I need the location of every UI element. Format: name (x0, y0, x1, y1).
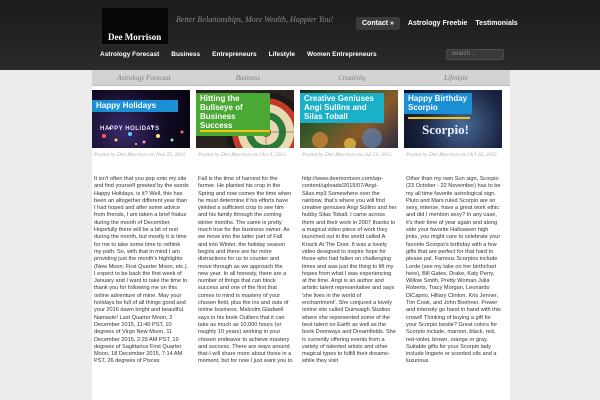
category-astrology-forecast[interactable]: Astrology Forecast (117, 74, 171, 82)
category-creativity[interactable]: Creativity (338, 74, 366, 82)
category-lifestyle[interactable]: Lifestyle (444, 74, 468, 82)
category-bar (92, 70, 510, 86)
post-thumbnail[interactable] (404, 90, 502, 148)
post-excerpt: Other than my own Sun sign, Scorpio (23 October - 22 November) has to be my all time favorite astrological sign. Pluto and Mars ruled Scorpio are so sexy, intense, have a great work ethic and did I mention sexy? In any case, it's their time of year again and along side your favorite Halloween high jinks, you might care to celebrate your favorite Scorpio's birthday with a few gifts that are perfect for that hard to please pal. Famous Scorpios include Lorde (see my take on her birthchart here), Bill Gates, Drake, Katy Perry, Willow Smith, Pretty Woman Julia Roberts, Tracy Morgan, Leonardo DiCaprio, Hillary Clinton, Kris Jenner, Tim Cook, and John Boehner. Power and intensity go hand in hand with this crowd! Thinking of buying a gift for your Scorpio bestie? Great colors for Scorpio include, maroon, black, red, red-violet, brown, orange or gray. Suitable gifts for your Scorpio lady include lingerie or scented oils and a luxurious (406, 176, 501, 365)
thumb-caption: HAPPY HOLIDAYS (100, 126, 160, 132)
post-meta: Posted by Dee Morrison on Jul 23, 2015 (302, 152, 392, 158)
post-title[interactable]: Happy Birthday Scorpio (404, 93, 472, 114)
post-excerpt: http://www.deemorrison.com/wp-content/uploads/2015/07/Angi-Silas.mp3 Somewhere over the rainbow, that's where you will find creative geniuses Angi Sullins and her hubby Silas Toball. I came across them and their work in 2007 thanks to a magical video piece of work they launched out in the world called A Knock At The Door. It was a lovely video designed to inspire hope for those who had fallen on challenging times and was just the thing to lift my hopes from what I was experiencing at the time. Angi is an author and artistic talent representative and says 'she lives in the world of enchantment'. She conjured a lovely online site called Duirwaigh Studios where she represented some of the best talent on Earth as well as the book Doorways and Dreamfields. She is currently offering events from a variety of talented artists and other magical types to fulfill their dreams-while they visit (302, 176, 397, 365)
post-thumbnail[interactable] (92, 90, 190, 148)
testimonials-link[interactable]: Testimonials (475, 20, 518, 27)
tagline: Better Relationships, More Wealth, Happier You! (176, 15, 334, 24)
nav-entrepreneurs[interactable]: Entrepreneurs (212, 50, 257, 58)
post-card-bullseye (196, 90, 294, 400)
holiday-lights-image (92, 90, 190, 148)
astrology-freebie-link[interactable]: Astrology Freebie (407, 20, 468, 27)
post-excerpt: Fall is the time of harvest for the farmer. He planted his crop in the Spring and now comes the time when he must determine if his efforts have yielded a sufficient crop to see him and his family through the coming winter months. The same is pretty much true for the business owner. As we move into the latter part of Fall and into Winter, the holiday season begins and there are far more distractions for us to counter and move through as we approach the new year. In all honesty, there are a number of things that can block success and one of the first that comes to mind is mastery of your chosen field, plus the ins and outs of online business. Malcolm Gladwell says in his book Outliers that it can take as much as 10,000 hours (or roughly 10 years) working in your chosen endeavor to achieve mastery and success. There are ways around that-I will share more about those in a moment, but for now I just want you to (198, 176, 293, 365)
post-card-happy-birthday-scorpio (404, 90, 502, 400)
top-links (356, 17, 526, 30)
title-underline (200, 130, 270, 132)
nav-business[interactable]: Business (171, 50, 201, 58)
post-title[interactable]: Happy Holidays (92, 100, 178, 112)
search-input[interactable]: search... (446, 49, 504, 60)
title-underline (408, 117, 470, 119)
post-meta: Posted by Dee Morrison on Nov 25, 2015 (94, 152, 186, 158)
site-name[interactable]: Dee Morrison (108, 32, 162, 42)
contact-link[interactable]: Contact » (356, 17, 400, 30)
post-title[interactable]: Creative Geniuses Angi Sullins and Silas Toball (300, 93, 384, 123)
post-card-happy-holidays (92, 90, 190, 400)
post-meta: Posted by Dee Morrison on Oct 26, 2015 (406, 152, 497, 158)
nav-astrology-forecast[interactable]: Astrology Forecast (100, 50, 160, 58)
post-title[interactable]: Hitting the Bullseye of Business Success (196, 93, 270, 136)
category-business[interactable]: Business (235, 74, 261, 82)
posts-grid (92, 86, 510, 400)
thumb-caption: Scorpio! (422, 122, 469, 137)
site-header (0, 0, 600, 70)
post-excerpt: It isn't often that you pop onto my site and find yourself greeted by the words Happy Holidays, is it? Well, this has been an altogether different year than I had hoped and after some advice from friends, I am taken a brief hiatus during the month of December. Hopefully there will be a bit of rest during the month, but mostly it is time for me to take some time to rethink my path. So, with that in mind I am providing just the month's highlights (New Moon, First Quarter Moon, etc.). I expect to be back the first week of January and I want to take the time to thank you for following me on this online adventure of mine. May your holidays be full of all things good and your 2016 dawn bright and beautiful. Namaste! Last Quarter Moon, 2 December 2015, 11:40 PST, 10 degrees of Virgo New Moon, 11 December 2015, 2:29 AM PST, 19 degrees of Sagittarius First Quarter Moon, 18 December 2015, 7:14 AM PST, 26 degrees of Pisces (94, 176, 189, 365)
post-meta: Posted by Dee Morrison on Oct 9, 2015 (198, 152, 286, 158)
post-thumbnail[interactable] (300, 90, 398, 148)
nav-lifestyle[interactable]: Lifestyle (268, 50, 295, 58)
post-card-creative-geniuses (300, 90, 398, 400)
post-thumbnail[interactable] (196, 90, 294, 148)
nav-women-entrepreneurs[interactable]: Women Entrepreneurs (306, 50, 377, 58)
